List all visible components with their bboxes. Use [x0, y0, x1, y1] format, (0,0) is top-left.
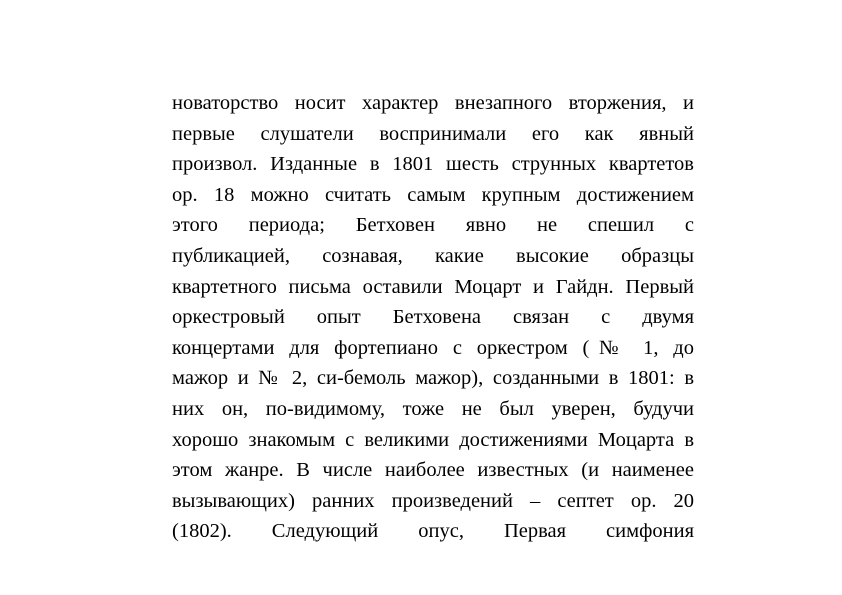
text-line: хорошо знакомым с великими достижениями Моцарта в	[172, 428, 694, 451]
text-line: квартетного письма оставили Моцарт и Гайдн. Первый	[172, 275, 694, 298]
body-paragraph	[172, 88, 694, 547]
text-line: первые слушатели воспринимали его как явный	[172, 122, 694, 145]
text-line: мажор и № 2, си-бемоль мажор), созданными в 1801: в	[172, 367, 694, 390]
text-line: произвол. Изданные в 1801 шесть струнных квартетов	[172, 153, 694, 176]
text-line: концертами для фортепиано с оркестром (№ 1, до	[172, 336, 694, 359]
text-line: (1802). Следующий опус, Первая симфония	[172, 520, 694, 543]
text-line: оркестровый опыт Бетховена связан с двумя	[172, 306, 694, 329]
text-line: новаторство носит характер внезапного вторжения, и	[172, 92, 694, 114]
text-line: публикацией, сознавая, какие высокие образцы	[172, 244, 694, 267]
text-line: ор. 18 можно считать самым крупным достижением	[172, 183, 694, 206]
text-line: этого периода; Бетховен явно не спешил с	[172, 214, 694, 237]
text-line: этом жанре. В числе наиболее известных (и наименее	[172, 459, 694, 482]
text-line: них он, по-видимому, тоже не был уверен, будучи	[172, 397, 694, 420]
text-line: вызывающих) ранних произведений – септет ор. 20	[172, 489, 694, 512]
